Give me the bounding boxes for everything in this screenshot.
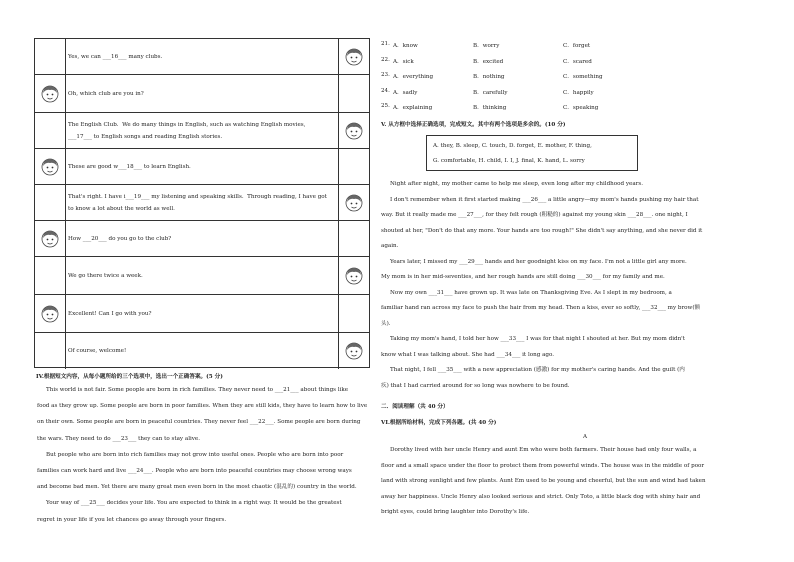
dialog-row [35,185,369,221]
section6-sub-heading: A [583,434,588,440]
dialog-line: Of course, welcome! [68,348,127,354]
option-a: A．sadly [393,89,418,96]
dialog-left-cell [35,149,66,184]
speaker-avatar-icon [344,266,364,286]
option-a: A．sick [393,58,414,65]
passage-line: My mom is in her mid-seventies, and her rough hands are still doing ___30___ for my family and me. [381,274,665,280]
section5-title: V. 从方框中选择正确选项，完成短文。其中有两个选项是多余的。(10 分) [381,122,566,128]
passage-line: Dorothy lived with her uncle Henry and aunt Em who were both farmers. Their house had only four walls, a [390,447,697,453]
dialog-row [35,295,369,333]
dialog-row [35,257,369,295]
option-c: C．something [563,74,603,81]
dialog-table [34,38,370,368]
section4-title: IV.根据短文内容，从每小题所给的三个选项中，选出一个正确答案。(5 分) [36,374,223,380]
passage-line: again. [381,243,399,249]
dialog-row [35,333,369,369]
word-bank-line-1: A. they, B. sleep, C. touch, D. forget, E. mother, F. thing, [433,143,592,149]
passage-line: familiar hand ran across my face to push the hair from my head. Then a kiss, ever so softly, ___32___ my brow(额 [381,305,701,311]
dialog-right-cell [338,39,369,74]
dialog-line: We go there twice a week. [68,272,143,279]
dialog-right-cell [338,149,369,184]
passage-line: That night, I fell ___35___ with a new appreciation (感激) for my mother's caring hands. And the guilt (内 [390,367,685,373]
dialog-right-cell [338,185,369,220]
dialog-left-cell [35,39,66,74]
speaker-avatar-icon [40,84,60,104]
passage-line: regret in your life if you let chances go away through your fingers. [37,516,227,523]
dialog-right-cell [338,221,369,256]
word-bank-line-2: G. comfortable, H. child, I. I, J. final, K. hand, L. sorry [433,158,585,164]
part2-title: 二．阅读理解（共 40 分） [381,404,449,410]
option-a: A．everything [393,74,434,81]
option-a: A．know [393,43,418,49]
passage-line: on their own. Some people are born in peaceful countries. They never feel ___22___. Some people are born during [37,419,361,426]
dialog-row [35,221,369,257]
option-b: B．worry [473,43,500,49]
dialog-line: How ___20___ do you go to the club? [68,235,172,242]
dialog-row [35,113,369,149]
dialog-right-cell [338,75,369,112]
dialog-line: The English Club. We do many things in English, such as watching English movies, ___17___ to English songs and reading English stories. [68,121,306,140]
dialog-line: These are good w___18___ to learn English. [68,163,191,170]
option-c: C．speaking [563,105,599,112]
passage-line: 疚) that I had carried around for so long was nowhere to be found. [381,382,570,389]
passage-line: Taking my mom's hand, I told her how ___33___ I was for that night I shouted at her. But my mom didn't [390,336,685,342]
passage-line: way. But it really made me ___27___, for they felt rough (粗糙的) against my young skin ___28___. one night, I [381,212,688,218]
option-c: C．happily [563,89,594,96]
speaker-avatar-icon [40,229,60,249]
option-c: C．scared [563,58,592,65]
passage-line: But people who are born into rich families may not grow into useful ones. People who are born into poor [46,451,344,458]
passage-line: floor and a small space under the floor to protect them from powerful winds. The house was in the middle of poor [381,462,705,469]
option-num: 23. [381,72,390,79]
speaker-avatar-icon [40,304,60,324]
dialog-left-cell [35,185,66,220]
passage-line: and become bad men. Yet there are many great men even born in the most chaotic (混乱的) country in the world. [37,484,357,491]
dialog-left-cell [35,295,66,332]
dialog-row [35,39,369,75]
speaker-avatar-icon [344,193,364,213]
passage-line: shouted at her, "Don't do that any more. Your hands are too rough!" She didn't say anything, and she never did it [381,227,703,234]
passage-line: This world is not fair. Some people are born in rich families. They never need to ___21___ about things like [46,387,349,393]
option-b: B．nothing [473,74,505,81]
section6-title: VI.根据所给材料，完成下列各题。(共 40 分) [381,420,497,426]
dialog-left-cell [35,75,66,112]
dialog-line: That's right. I have i___19___ my listening and speaking skills. Through reading, I have got to know a lot about the world as well. [68,193,327,212]
passage-line: bright eyes, could bring laughter into Dorothy's life. [381,509,530,515]
dialog-left-cell [35,257,66,294]
option-num: 22. [381,56,390,63]
passage-line: I don't remember when it first started making ___26___ a little angry—my mom's hands pushing my hair that [390,196,699,203]
passage-line: Your way of ___25___ decides your life. You are expected to think in a right way. It would be the greatest [46,500,342,507]
option-b: B．thinking [473,105,507,112]
passage-line: away her happiness. Uncle Henry also looked serious and strict. Only Toto, a little black dog with shiny hair and [381,493,701,500]
passage-line: land with strong sunlight and few plants. Aunt Em used to be young and cheerful, but the sun and wind had taken [381,478,706,484]
option-num: 21. [381,41,390,47]
speaker-avatar-icon [344,341,364,361]
dialog-line: Oh, which club are you in? [68,90,144,97]
speaker-avatar-icon [344,121,364,141]
option-b: B．carefully [473,89,508,96]
dialog-right-cell [338,257,369,294]
speaker-avatar-icon [344,47,364,67]
dialog-line: Yes, we can ___16___ many clubs. [68,53,163,60]
dialog-right-cell [338,113,369,148]
option-a: A．explaining [393,105,433,112]
dialog-row [35,75,369,113]
option-num: 24. [381,87,390,94]
passage-line: food as they grow up. Some people are born in poor families. When they are still kids, they have to learn how to live [37,403,368,410]
dialog-right-cell [338,295,369,332]
passage-line: 头). [381,320,391,327]
option-b: B．excited [473,58,504,65]
dialog-row [35,149,369,185]
passage-line: Night after night, my mother came to help me sleep, even long after my childhood years. [390,181,643,187]
dialog-right-cell [338,333,369,369]
passage-line: know what I was talking about. She had ___34___ it long ago. [381,351,555,358]
passage-line: Now my own ___31___ have grown up. It was late on Thanksgiving Eve. As I slept in my bedroom, a [390,289,672,296]
passage-line: the wars. They need to do ___23___ they can to stay alive. [37,435,201,442]
option-c: C．forget [563,43,591,49]
dialog-line: Excellent! Can I go with you? [68,310,152,317]
dialog-left-cell [35,221,66,256]
option-num: 25. [381,103,390,110]
passage-line: Years later, I missed my ___29___ hands and her goodnight kiss on my face. I'm not a little girl any more. [390,258,687,265]
column-divider [371,36,373,556]
word-bank-box [426,135,638,171]
dialog-left-cell [35,113,66,148]
dialog-left-cell [35,333,66,369]
passage-line: families can work hard and live ___24___. People who are born into peaceful countries may choose wrong ways [37,468,352,474]
speaker-avatar-icon [40,157,60,177]
